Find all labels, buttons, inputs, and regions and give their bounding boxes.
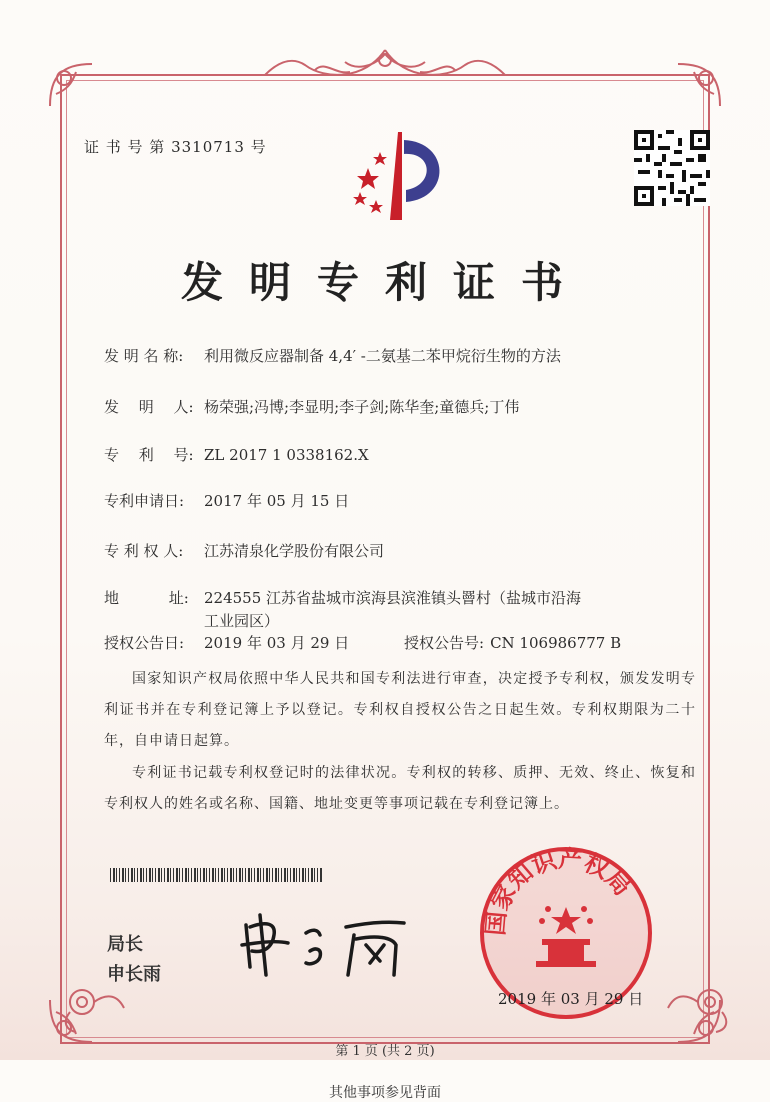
grant-date-label: 授权公告日: — [104, 634, 185, 652]
filing-date-value: 2017 年 05 月 15 日 — [204, 492, 350, 510]
filing-date-label: 专利申请日: — [104, 492, 185, 510]
field-grant-date — [104, 632, 349, 653]
patent-number-label: 专 利 号: — [104, 446, 194, 464]
address-line2: 工业园区） — [204, 612, 280, 630]
body-paragraph-1: 国家知识产权局依照中华人民共和国专利法进行审查，决定授予专利权，颁发发明专利证书并在专利登记簿上予以登记。专利权自授权公告之日起生效。专利权期限为二十年，自申请日起算。 — [104, 671, 696, 749]
invention-name-label: 发 明 名 称: — [104, 347, 184, 365]
body-paragraph-2: 专利证书记载专利权登记时的法律状况。专利权的转移、质押、无效、终止、恢复和专利权人的姓名或名称、国籍、地址变更等事项记载在专利登记簿上。 — [104, 765, 696, 812]
certificate-number: 证 书 号 第 3310713 号 — [84, 138, 267, 156]
director-title: 局长 — [107, 934, 143, 955]
certificate-title: 发明专利证书 — [180, 258, 589, 307]
inventor-label: 发 明 人: — [104, 398, 194, 416]
grant-number-label: 授权公告号: — [404, 634, 485, 652]
invention-name-value: 利用微反应器制备 4,4′ -二氨基二苯甲烷衍生物的方法 — [204, 347, 561, 365]
address-line1: 224555 江苏省盐城市滨海县滨淮镇头罾村（盐城市沿海 — [204, 589, 582, 607]
qr-code-icon[interactable] — [634, 130, 710, 206]
handwritten-signature-icon — [236, 905, 426, 985]
field-address — [104, 587, 581, 608]
seal-date: 2019 年 03 月 29 日 — [498, 990, 644, 1008]
field-invention-name — [104, 345, 561, 366]
field-patentee — [104, 540, 384, 561]
field-inventor — [104, 396, 519, 417]
address-label: 地 址: — [104, 589, 189, 607]
cnipa-logo-icon — [340, 128, 460, 228]
grant-number-value: CN 106986777 B — [490, 634, 622, 652]
grant-date-value: 2019 年 03 月 29 日 — [204, 634, 350, 652]
field-patent-number — [104, 444, 369, 465]
barcode — [110, 868, 322, 882]
field-filing-date — [104, 490, 349, 511]
inventor-value: 杨荣强;冯博;李显明;李子剑;陈华奎;童德兵;丁伟 — [204, 398, 520, 416]
seal-text: 国家知识产权局 — [480, 845, 638, 937]
patent-number-value: ZL 2017 1 0338162.X — [204, 446, 369, 464]
corner-ornament-icon — [668, 56, 728, 116]
patentee-value: 江苏清泉化学股份有限公司 — [204, 542, 385, 560]
top-ornament-icon — [255, 40, 515, 90]
floral-ornament-icon — [52, 968, 132, 1038]
corner-ornament-icon — [42, 56, 102, 116]
patentee-label: 专 利 权 人: — [104, 542, 184, 560]
page-number: 第 1 页 (共 2 页) — [335, 1044, 435, 1059]
field-grant-number — [404, 632, 621, 653]
back-note: 其他事项参见背面 — [329, 1085, 441, 1101]
director-name: 申长雨 — [107, 964, 161, 985]
floral-ornament-icon — [660, 968, 740, 1038]
